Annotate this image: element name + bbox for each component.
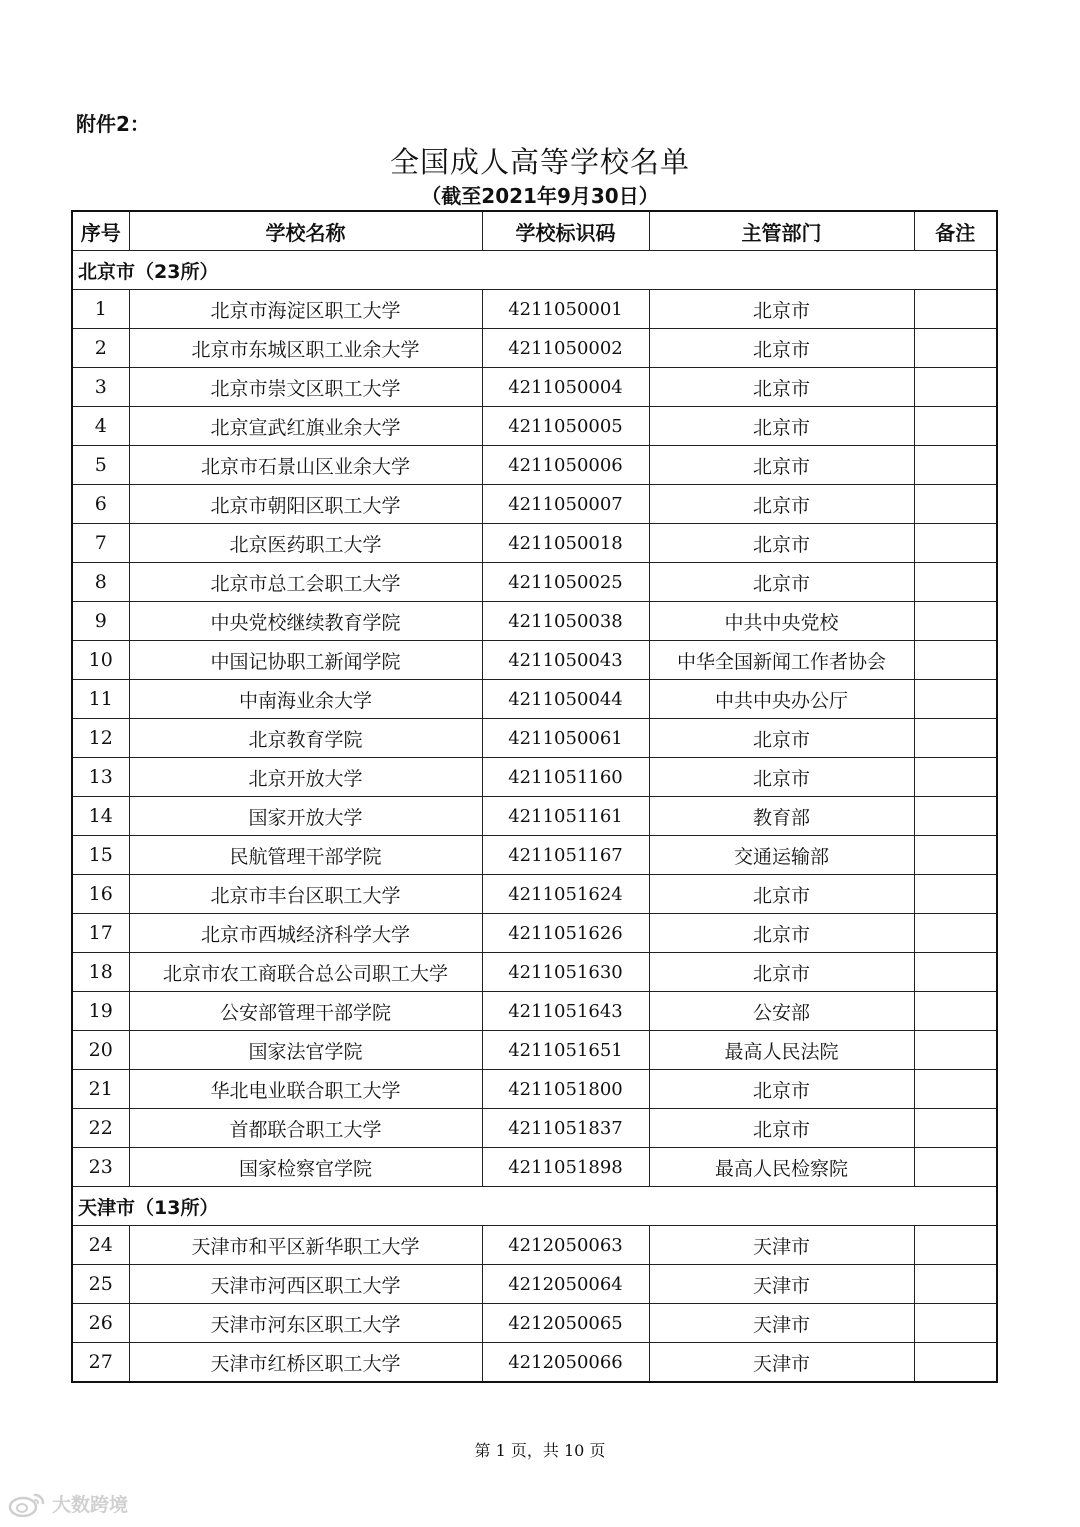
cell-index: 21 [72,1070,129,1109]
cell-index: 1 [72,290,129,329]
cell-department: 教育部 [649,797,914,836]
cell-index: 27 [72,1343,129,1383]
cell-department: 北京市 [649,758,914,797]
cell-index: 8 [72,563,129,602]
cell-index: 9 [72,602,129,641]
cell-department: 北京市 [649,914,914,953]
cell-school-name: 北京宣武红旗业余大学 [129,407,482,446]
cell-school-code: 4211051630 [482,953,649,992]
cell-school-name: 天津市河东区职工大学 [129,1304,482,1343]
cell-school-name: 中央党校继续教育学院 [129,602,482,641]
cell-index: 14 [72,797,129,836]
table-row [72,875,997,914]
cell-note [914,1265,997,1304]
cell-school-name: 天津市河西区职工大学 [129,1265,482,1304]
cell-school-code: 4211051624 [482,875,649,914]
cell-note [914,602,997,641]
cell-note [914,1148,997,1187]
cell-note [914,446,997,485]
cell-school-code: 4212050064 [482,1265,649,1304]
cell-note [914,563,997,602]
cell-school-name: 中国记协职工新闻学院 [129,641,482,680]
cell-school-code: 4211050044 [482,680,649,719]
cell-department: 北京市 [649,329,914,368]
section-label: 天津市（13所） [72,1187,997,1226]
cell-school-name: 国家法官学院 [129,1031,482,1070]
cell-index: 20 [72,1031,129,1070]
cell-school-code: 4212050065 [482,1304,649,1343]
cell-school-name: 北京教育学院 [129,719,482,758]
cell-school-name: 公安部管理干部学院 [129,992,482,1031]
cell-school-code: 4211051837 [482,1109,649,1148]
cell-department: 最高人民法院 [649,1031,914,1070]
cell-school-code: 4212050066 [482,1343,649,1383]
cell-school-code: 4212050063 [482,1226,649,1265]
cell-school-name: 北京市朝阳区职工大学 [129,485,482,524]
section-label: 北京市（23所） [72,251,997,290]
cell-department: 北京市 [649,290,914,329]
table-row [72,407,997,446]
table-row [72,1265,997,1304]
cell-school-name: 北京市石景山区业余大学 [129,446,482,485]
watermark-text: 大数跨境 [52,1494,129,1516]
cell-note [914,914,997,953]
cell-index: 23 [72,1148,129,1187]
cell-school-code: 4211050006 [482,446,649,485]
cell-index: 15 [72,836,129,875]
table-row [72,680,997,719]
cell-department: 北京市 [649,524,914,563]
cell-department: 北京市 [649,368,914,407]
cell-school-code: 4211051160 [482,758,649,797]
cell-index: 19 [72,992,129,1031]
cell-department: 天津市 [649,1304,914,1343]
table-row [72,797,997,836]
table-row [72,719,997,758]
cell-note [914,758,997,797]
header-name: 学校名称 [129,211,482,251]
watermark [8,1490,128,1517]
cell-school-code: 4211051643 [482,992,649,1031]
cell-school-name: 天津市红桥区职工大学 [129,1343,482,1383]
cell-department: 北京市 [649,1070,914,1109]
cell-note [914,719,997,758]
cell-department: 北京市 [649,407,914,446]
cell-index: 26 [72,1304,129,1343]
cell-school-name: 北京市丰台区职工大学 [129,875,482,914]
cell-note [914,1031,997,1070]
cell-school-name: 北京医药职工大学 [129,524,482,563]
cell-school-name: 天津市和平区新华职工大学 [129,1226,482,1265]
cell-department: 北京市 [649,485,914,524]
page-title: 全国成人高等学校名单 [389,145,690,179]
cell-school-code: 4211051626 [482,914,649,953]
table-row [72,836,997,875]
cell-department: 天津市 [649,1226,914,1265]
cell-department: 北京市 [649,446,914,485]
table-row [72,992,997,1031]
cell-index: 24 [72,1226,129,1265]
page-footer: 第 1 页，共 10 页 [474,1441,606,1460]
table-body [72,251,997,1383]
cell-note [914,1070,997,1109]
page-subtitle: （截至2021年9月30日） [421,184,659,208]
weibo-icon [8,1491,48,1517]
cell-index: 2 [72,329,129,368]
cell-index: 6 [72,485,129,524]
attachment-label: 附件2： [76,112,150,136]
table-row [72,1304,997,1343]
cell-note [914,524,997,563]
cell-note [914,1109,997,1148]
cell-school-code: 4211050038 [482,602,649,641]
cell-department: 交通运输部 [649,836,914,875]
cell-school-code: 4211050005 [482,407,649,446]
cell-department: 北京市 [649,563,914,602]
section-row [72,251,997,290]
cell-school-name: 北京市西城经济科学大学 [129,914,482,953]
cell-school-code: 4211051800 [482,1070,649,1109]
cell-note [914,836,997,875]
table-row [72,602,997,641]
cell-index: 11 [72,680,129,719]
cell-index: 25 [72,1265,129,1304]
cell-note [914,407,997,446]
cell-school-name: 首都联合职工大学 [129,1109,482,1148]
cell-index: 13 [72,758,129,797]
cell-school-code: 4211050004 [482,368,649,407]
cell-school-name: 北京开放大学 [129,758,482,797]
cell-note [914,797,997,836]
cell-school-name: 华北电业联合职工大学 [129,1070,482,1109]
table-row [72,914,997,953]
cell-department: 北京市 [649,953,914,992]
cell-note [914,368,997,407]
table-row [72,1148,997,1187]
cell-note [914,1226,997,1265]
cell-department: 最高人民检察院 [649,1148,914,1187]
table-row [72,953,997,992]
table-row [72,1109,997,1148]
table-row [72,1070,997,1109]
cell-department: 天津市 [649,1265,914,1304]
cell-department: 天津市 [649,1343,914,1383]
cell-school-code: 4211051651 [482,1031,649,1070]
header-note: 备注 [914,211,997,251]
cell-index: 4 [72,407,129,446]
cell-school-code: 4211050001 [482,290,649,329]
cell-school-name: 北京市崇文区职工大学 [129,368,482,407]
cell-note [914,680,997,719]
table-row [72,563,997,602]
cell-index: 10 [72,641,129,680]
cell-school-code: 4211051898 [482,1148,649,1187]
cell-school-name: 北京市海淀区职工大学 [129,290,482,329]
cell-index: 12 [72,719,129,758]
cell-department: 公安部 [649,992,914,1031]
cell-index: 18 [72,953,129,992]
cell-index: 3 [72,368,129,407]
table-row [72,1226,997,1265]
table-header-row [72,211,997,251]
cell-note [914,641,997,680]
cell-index: 16 [72,875,129,914]
cell-school-name: 北京市农工商联合总公司职工大学 [129,953,482,992]
table-row [72,368,997,407]
cell-school-code: 4211050025 [482,563,649,602]
cell-school-code: 4211050007 [482,485,649,524]
cell-school-code: 4211050061 [482,719,649,758]
cell-note [914,875,997,914]
table-row [72,329,997,368]
cell-school-code: 4211050043 [482,641,649,680]
cell-department: 中共中央办公厅 [649,680,914,719]
table-row [72,446,997,485]
cell-school-name: 国家开放大学 [129,797,482,836]
table-row [72,758,997,797]
cell-school-name: 北京市东城区职工业余大学 [129,329,482,368]
cell-department: 北京市 [649,719,914,758]
table-row [72,290,997,329]
cell-school-code: 4211051161 [482,797,649,836]
cell-school-name: 国家检察官学院 [129,1148,482,1187]
cell-school-code: 4211050018 [482,524,649,563]
section-row [72,1187,997,1226]
cell-department: 北京市 [649,1109,914,1148]
cell-note [914,1304,997,1343]
table-row [72,1031,997,1070]
header-code: 学校标识码 [482,211,649,251]
table-row [72,524,997,563]
cell-school-name: 北京市总工会职工大学 [129,563,482,602]
cell-department: 中华全国新闻工作者协会 [649,641,914,680]
cell-school-code: 4211051167 [482,836,649,875]
school-table [71,210,998,1383]
cell-note [914,953,997,992]
cell-index: 17 [72,914,129,953]
cell-school-name: 中南海业余大学 [129,680,482,719]
table-row [72,641,997,680]
cell-note [914,485,997,524]
cell-note [914,329,997,368]
table-row [72,485,997,524]
cell-note [914,290,997,329]
cell-note [914,1343,997,1383]
cell-note [914,992,997,1031]
cell-department: 中共中央党校 [649,602,914,641]
cell-department: 北京市 [649,875,914,914]
cell-index: 5 [72,446,129,485]
cell-index: 7 [72,524,129,563]
header-department: 主管部门 [649,211,914,251]
cell-school-code: 4211050002 [482,329,649,368]
table-row [72,1343,997,1383]
header-index: 序号 [72,211,129,251]
cell-school-name: 民航管理干部学院 [129,836,482,875]
cell-index: 22 [72,1109,129,1148]
